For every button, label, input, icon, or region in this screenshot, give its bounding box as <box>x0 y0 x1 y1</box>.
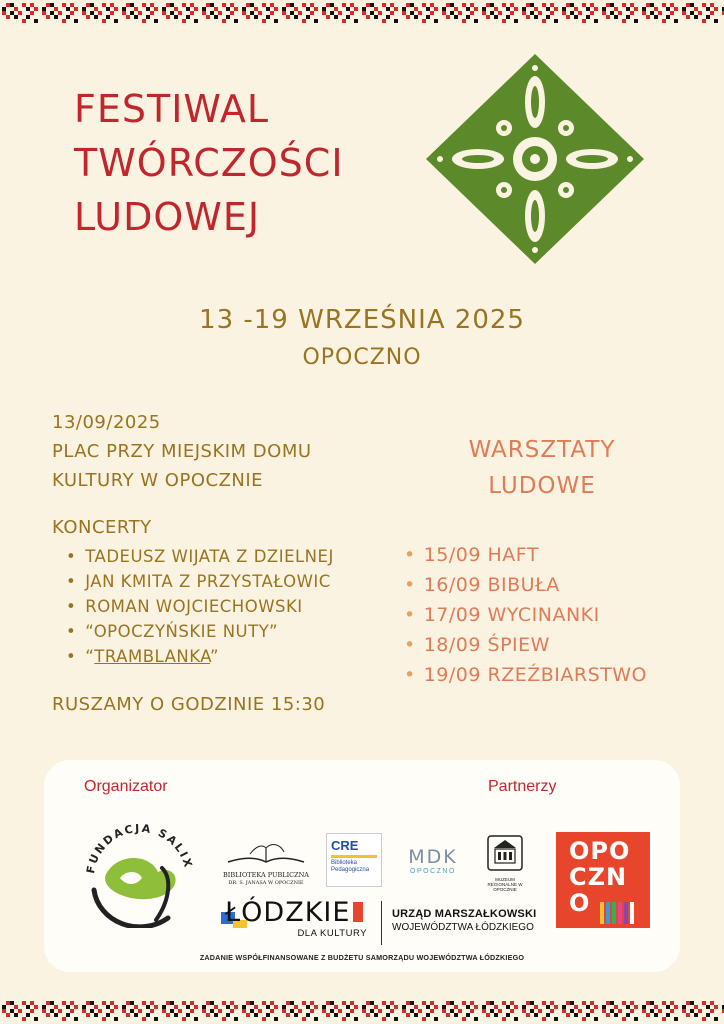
concert-info <box>52 408 334 669</box>
opoczno-line-2: CZN <box>569 863 628 891</box>
urzad-line-1: URZĄD MARSZAŁKOWSKI <box>392 908 537 920</box>
lodzkie-text: ŁÓDZKIE <box>225 897 351 928</box>
venue-line-2: KULTURY W OPOCZNIE <box>52 470 264 491</box>
muzeum-regionalne-logo <box>484 832 526 892</box>
start-time: RUSZAMY O GODZINIE 15:30 <box>52 694 326 715</box>
muzeum-text: MUZEUM REGIONALNE W OPOCZNIE <box>487 877 523 892</box>
color-stripes-icon <box>600 902 636 924</box>
folk-papercut-icon <box>424 52 646 266</box>
workshops-title <box>414 432 670 504</box>
partners-label: Partnerzy <box>488 778 557 795</box>
title-line-1: FESTIWAL <box>74 87 270 131</box>
biblioteka-logo <box>220 840 312 886</box>
list-item: • 18/09 ŚPIEW <box>404 630 647 660</box>
mdk-text: MDK <box>408 846 458 868</box>
mdk-opoczno-logo <box>400 836 466 888</box>
tramblanka-link[interactable]: TRAMBLANKA <box>94 647 210 666</box>
title-line-3: LUDOWEJ <box>74 195 261 239</box>
biblio-sub: DR. S. JANASA W OPOCZNIE <box>228 880 304 886</box>
lodzkie-dla-kultury-logo <box>225 898 385 948</box>
opoczno-line-1: OPO <box>569 837 631 865</box>
top-embroidery-border <box>0 0 724 26</box>
list-item: • JAN KMITA Z PRZYSTAŁOWIC <box>66 569 334 594</box>
list-item: • ROMAN WOJCIECHOWSKI <box>66 594 334 619</box>
book-icon <box>220 840 312 866</box>
concerts-list <box>52 544 334 669</box>
festival-title <box>74 82 344 244</box>
title-line-2: TWÓRCZOŚCI <box>74 141 344 185</box>
cre-text: CRE <box>331 838 359 853</box>
cre-biblioteka-logo <box>326 833 382 887</box>
biblio-name: BIBLIOTEKA PUBLICZNA <box>222 871 310 879</box>
urzad-line-2: WOJEWÓDZTWA ŁÓDZKIEGO <box>392 922 534 933</box>
urzad-marszalkowski-logo <box>392 908 542 933</box>
mdk-sub: OPOCZNO <box>410 868 456 875</box>
event-city: OPOCZNO <box>302 345 422 370</box>
fundacja-salix-logo <box>76 816 204 928</box>
concert-date: 13/09/2025 <box>52 412 161 433</box>
quote-open: “ <box>85 647 95 666</box>
list-item: • TADEUSZ WIJATA Z DZIELNEJ <box>66 544 334 569</box>
opoczno-city-logo <box>556 832 650 928</box>
lodzkie-sub: DLA KULTURY <box>297 928 367 939</box>
list-item: • 16/09 BIBUŁA <box>404 570 647 600</box>
venue-line-1: PLAC PRZY MIEJSKIM DOMU <box>52 441 312 462</box>
list-item: • “OPOCZYŃSKIE NUTY” <box>66 619 334 644</box>
list-item <box>66 644 334 669</box>
quote-close: ” <box>210 647 220 666</box>
workshops-title-line-2: LUDOWE <box>488 473 596 499</box>
list-item: • 17/09 WYCINANKI <box>404 600 647 630</box>
concerts-heading: KONCERTY <box>52 517 152 538</box>
event-dates: 13 -19 WRZEŚNIA 2025 <box>199 305 525 335</box>
organizer-label: Organizator <box>84 778 168 795</box>
workshops-title-line-1: WARSZTATY <box>468 437 616 463</box>
museum-building-icon <box>484 832 526 872</box>
salix-text: FUNDACJA SALIX <box>84 821 196 875</box>
list-item: • 19/09 RZEŹBIARSTWO <box>404 660 647 690</box>
cofinance-note: ZADANIE WSPÓŁFINANSOWANE Z BUDŻETU SAMORZĄDU WOJEWÓDZTWA ŁÓDZKIEGO <box>199 953 525 962</box>
list-item: • 15/09 HAFT <box>404 540 647 570</box>
bottom-embroidery-border <box>0 998 724 1024</box>
opoczno-line-3: O <box>569 889 591 917</box>
workshops-list <box>404 540 647 690</box>
cre-sub: Biblioteka Pedagogiczna <box>331 860 370 873</box>
logo-divider <box>381 901 382 945</box>
